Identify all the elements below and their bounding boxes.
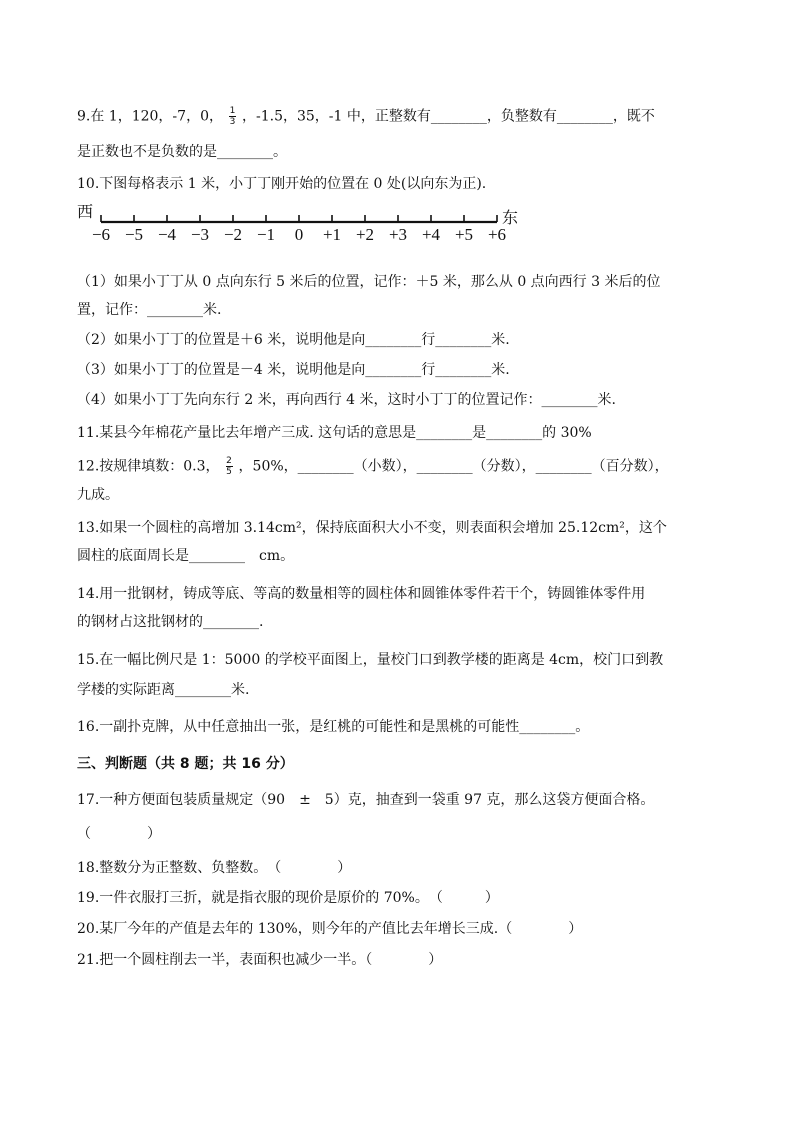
q11: 11.某县今年棉花产量比去年增产三成. 这句话的意思是________是________的 30%: [77, 425, 592, 441]
tick-label: +5: [454, 225, 474, 244]
q21: 21.把一个圆柱削去一半，表面积也减少一半。（ ）: [77, 952, 443, 968]
q16: 16.一副扑克牌，从中任意抽出一张，是红桃的可能性和是黑桃的可能性________。: [77, 719, 590, 735]
q18: 18.整数分为正整数、负整数。 （ ）: [77, 860, 352, 876]
tick-label: +4: [421, 225, 441, 244]
q17-line1: 17.一种方便面包装质量规定（90 ± 5）克，抽查到一袋重 97 克，那么这袋方便面合格。: [77, 792, 655, 808]
tick-label: −3: [190, 225, 210, 244]
q20: 20.某厂今年的产值是去年的 130%，则今年的产值比去年增长三成.（ ）: [77, 921, 583, 937]
q10-p4: （4）如果小丁丁先向东行 2 米，再向西行 4 米，这时小丁丁的位置记作：________米.: [77, 392, 616, 408]
tick-label: 0: [294, 225, 304, 244]
tick-label: +3: [388, 225, 408, 244]
section-heading: 三、判断题（共 8 题；共 16 分）: [77, 756, 294, 772]
q9-text-b: ，-1.5，35，-1 中，正整数有________，负整数有________，既不: [241, 108, 655, 125]
q14-line1: 14.用一批钢材，铸成等底、等高的数量相等的圆柱体和圆锥体零件若干个，铸圆锥体零件用: [77, 586, 646, 602]
frac-den: 3: [229, 117, 236, 127]
west-label: 西: [77, 202, 94, 221]
tick-label: −4: [157, 225, 177, 244]
tick-label: −5: [124, 225, 144, 244]
q19: 19.一件衣服打三折，就是指衣服的现价是原价的 70%。 （ ）: [77, 890, 499, 906]
q15-line1: 15.在一幅比例尺是 1：5000 的学校平面图上，量校门口到教学楼的距离是 4cm，校门口到教: [77, 652, 664, 668]
q10-stem: 10.下图每格表示 1 米，小丁丁刚开始的位置在 0 处(以向东为正).: [77, 176, 487, 192]
q10-p2: （2）如果小丁丁的位置是＋6 米，说明他是向________行________米.: [77, 332, 510, 348]
frac-num: 2: [226, 456, 232, 466]
q9-line1: [77, 106, 655, 127]
tick-label: +2: [355, 225, 375, 244]
q9-line2: 是正数也不是负数的是________。: [77, 144, 287, 160]
q12-line1: [77, 456, 669, 477]
fraction-two-fifths: [226, 456, 233, 477]
q10-p3: （3）如果小丁丁的位置是－4 米，说明他是向________行________米.: [77, 362, 510, 378]
tick-label: +1: [322, 225, 342, 244]
frac-num: 1: [229, 106, 236, 116]
q17-answer-parens[interactable]: （ ）: [77, 826, 161, 842]
q12-text-a: 12.按规律填数：0.3，: [77, 458, 220, 475]
q13-line1: 13.如果一个圆柱的高增加 3.14cm²，保持底面积大小不变，则表面积会增加 25.12cm²，这个: [77, 520, 667, 536]
q10-p1-line1: （1）如果小丁丁从 0 点向东行 5 米后的位置，记作：＋5 米，那么从 0 点向西行 3 米后的位: [77, 274, 661, 290]
q14-line2: 的钢材占这批钢材的________.: [77, 614, 264, 630]
tick-label: −1: [256, 225, 276, 244]
q15-line2: 学楼的实际距离________米.: [77, 682, 250, 698]
tick-label: +6: [487, 225, 507, 244]
tick-label: −6: [91, 225, 111, 244]
q13-line2: 圆柱的底面周长是________ cm。: [77, 548, 295, 564]
q12-line2: 九成。: [77, 487, 119, 503]
tick-label: −2: [223, 225, 243, 244]
east-label: 东: [502, 208, 519, 227]
q9-text-a: 9.在 1，120，-7，0，: [77, 108, 223, 125]
frac-den: 5: [226, 467, 232, 477]
fraction-one-third: [229, 106, 236, 127]
q12-text-b: ，50%，________（小数），________（分数），________（百分数），: [238, 458, 669, 475]
number-line: [77, 203, 537, 253]
q10-p1-line2: 置，记作：________米.: [77, 302, 222, 318]
